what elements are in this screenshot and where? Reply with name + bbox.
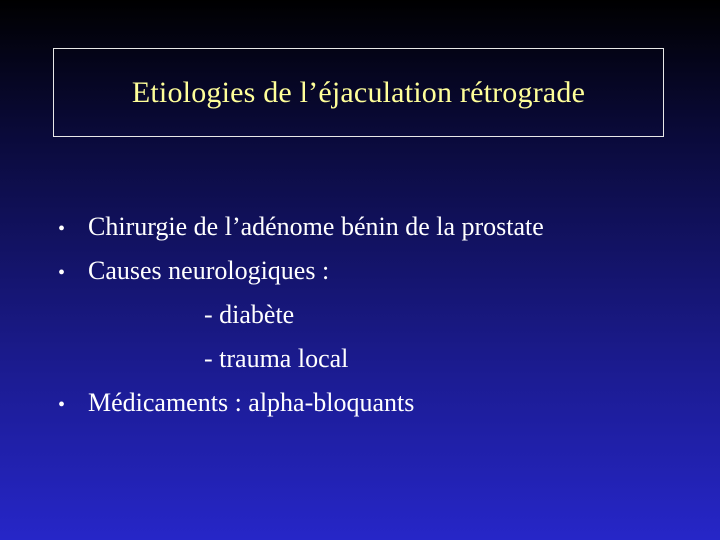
slide-title: Etiologies de l’éjaculation rétrograde <box>131 75 586 109</box>
bullet-icon: • <box>58 218 66 240</box>
title-box <box>53 48 664 137</box>
bullet-item <box>58 249 698 293</box>
sub-item <box>58 337 698 381</box>
sub-item <box>58 293 698 337</box>
bullet-text: Médicaments : alpha-bloquants <box>88 388 415 417</box>
sub-item-text: - trauma local <box>204 344 349 373</box>
bullet-icon: • <box>58 262 66 284</box>
bullet-icon: • <box>58 394 66 416</box>
bullet-list <box>58 205 698 425</box>
bullet-item <box>58 205 698 249</box>
bullet-text: Chirurgie de l’adénome bénin de la prostate <box>88 212 544 241</box>
bullet-text: Causes neurologiques : <box>88 256 330 285</box>
sub-item-text: - diabète <box>204 300 295 329</box>
bullet-item <box>58 381 698 425</box>
